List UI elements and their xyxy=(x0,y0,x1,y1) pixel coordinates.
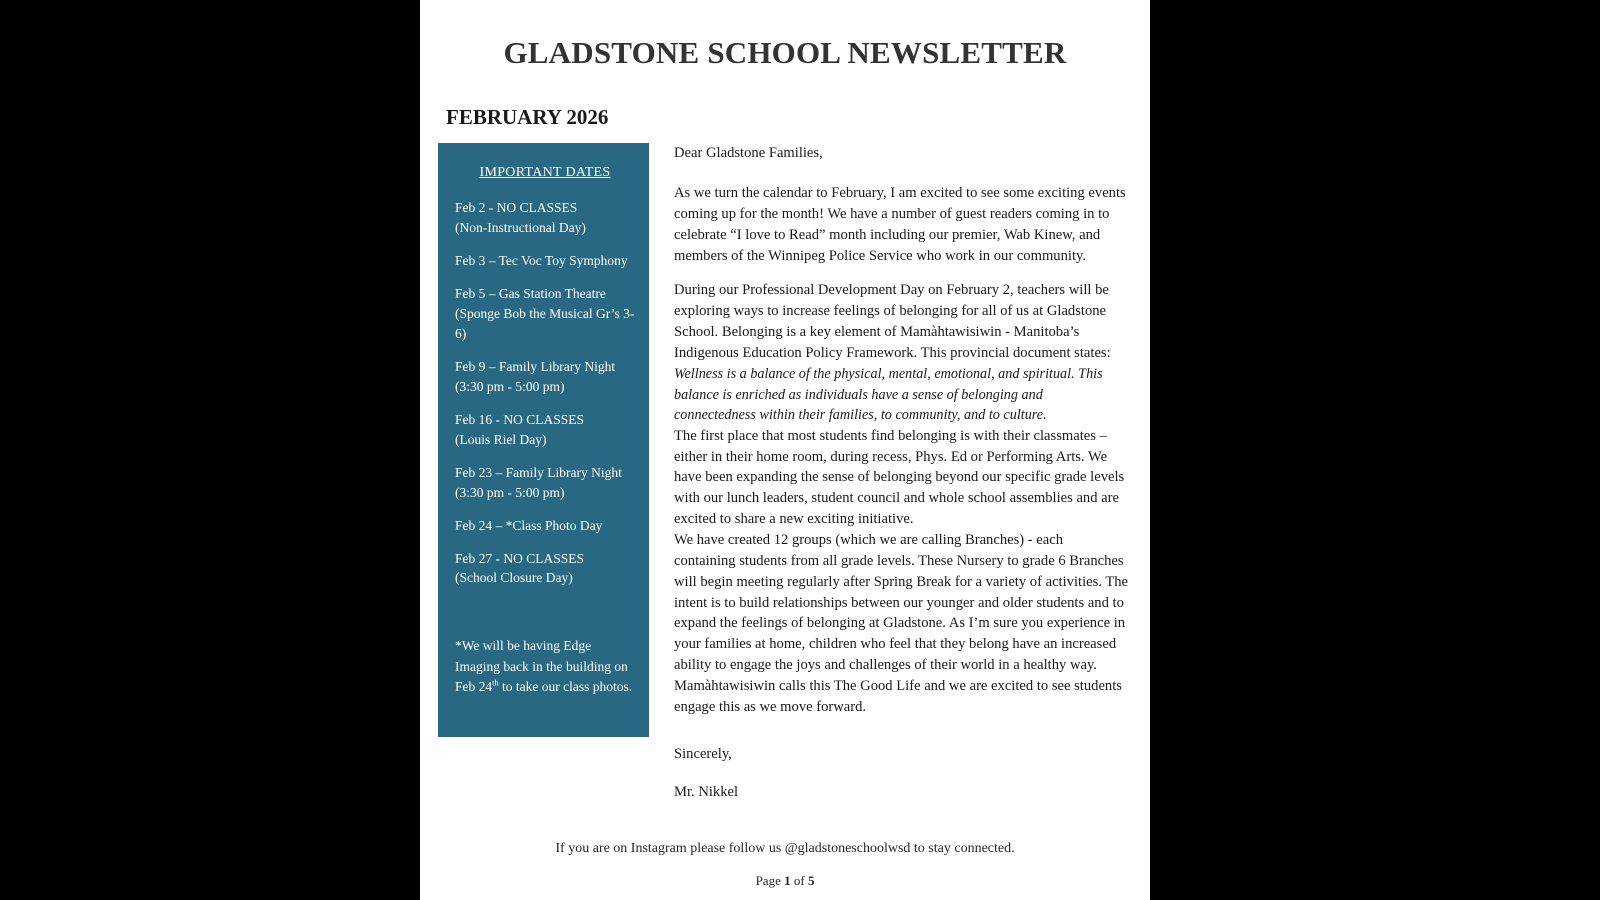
policy-quote: Wellness is a balance of the physical, mental, emotional, and spiritual. This balance is enriched as individuals have a sense of belonging and connectedness within their families, to community, and to culture. xyxy=(674,365,1103,424)
date-entry-line1: Feb 27 - NO CLASSES xyxy=(455,550,585,566)
letter-paragraph-1: As we turn the calendar to February, I am excited to see some exciting events coming up for the month! We have a number of guest readers coming in to celebrate “I love to Read” month including our premier, Wab Kinew, and members of the Winnipeg Police Service who work in our community. xyxy=(674,185,1126,264)
class-photo-note-tail: to take our class photos. xyxy=(498,678,633,694)
date-entry-line1: Feb 16 - NO CLASSES xyxy=(455,411,585,427)
list-item xyxy=(455,284,635,344)
page-number-total: 5 xyxy=(807,873,815,888)
list-item xyxy=(455,357,635,397)
page-number xyxy=(420,873,1150,900)
date-entry-line2: (3:30 pm - 5:00 pm) xyxy=(455,484,565,500)
list-item xyxy=(455,549,635,589)
letter-paragraph-3: The first place that most students find belonging is with their classmates – either in their home room, during recess, Phys. Ed or Performing Arts. We have been expanding the sense of belonging beyond our specific grade levels with our lunch leaders, student council and whole school assemblies and are excited to share a new exciting initiative. xyxy=(674,427,1125,528)
letter-body xyxy=(674,143,1128,802)
date-entry-line1: Feb 23 – Family Library Night xyxy=(455,464,622,480)
letter-signature: Mr. Nikkel xyxy=(674,783,739,800)
date-entry-line2: (Non-Instructional Day) xyxy=(455,219,586,235)
page-title: GLADSTONE SCHOOL NEWSLETTER xyxy=(503,35,1067,70)
list-item xyxy=(455,410,635,450)
date-entry-line2: (3:30 pm - 5:00 pm) xyxy=(455,378,565,394)
page-subtitle: FEBRUARY 2026 xyxy=(446,105,609,130)
important-dates-heading: IMPORTANT DATES xyxy=(479,165,611,181)
date-entry-line1: Feb 3 – Tec Voc Toy Symphony xyxy=(455,252,628,268)
document-page xyxy=(420,0,1150,900)
list-item xyxy=(455,516,635,536)
page-footer xyxy=(420,841,1150,900)
date-entry-line2: (Sponge Bob the Musical Gr’s 3-6) xyxy=(455,305,635,341)
letter-closing: Sincerely, xyxy=(674,745,732,762)
date-entry-line2: (Louis Riel Day) xyxy=(455,431,547,447)
instagram-note: If you are on Instagram please follow us @gladstoneschoolwsd to stay connected. xyxy=(555,841,1015,856)
date-entry-line1: Feb 5 – Gas Station Theatre xyxy=(455,285,606,301)
list-item xyxy=(455,463,635,503)
important-dates-sidebar xyxy=(438,143,649,737)
list-item xyxy=(455,251,635,271)
date-entry-line1: Feb 2 - NO CLASSES xyxy=(455,199,578,215)
class-photo-note xyxy=(455,636,635,697)
ordinal-suffix: th xyxy=(492,678,499,688)
date-entry-line1: Feb 9 – Family Library Night xyxy=(455,358,616,374)
body-columns xyxy=(420,143,1150,802)
date-entry-line2: (School Closure Day) xyxy=(455,570,573,586)
letter-paragraph-2: During our Professional Development Day on February 2, teachers will be exploring ways to increase feelings of belonging for all of us at Gladstone School. Belonging is a key element of Mamàhtawisiwin - Manitoba’s Indigenous Education Policy Framework. This provincial document states: xyxy=(674,282,1111,362)
page-number-prefix: Page xyxy=(755,873,785,888)
class-photo-note-text: *We will be having Edge Imaging back in the building on Feb 24 xyxy=(455,638,628,694)
list-item xyxy=(455,198,635,238)
letter-salutation: Dear Gladstone Families, xyxy=(674,145,823,162)
letter-paragraph-4: We have created 12 groups (which we are calling Branches) - each containing students from all grade levels. These Nursery to grade 6 Branches will begin meeting regularly after Spring Break for a variety of activities. The intent is to build relationships between our younger and older students and to expand the feelings of belonging at Gladstone. As I’m sure you experience in your families at home, children who feel that they belong have an increased ability to engage the joys and challenges of their world in a healthy way. Mamàhtawisiwin calls this The Good Life and we are excited to see students engage this as we move forward. xyxy=(674,532,1129,715)
page-number-current: 1 xyxy=(784,873,791,888)
date-entry-line1: Feb 24 – *Class Photo Day xyxy=(455,517,603,533)
page-number-middle: of xyxy=(790,873,808,888)
